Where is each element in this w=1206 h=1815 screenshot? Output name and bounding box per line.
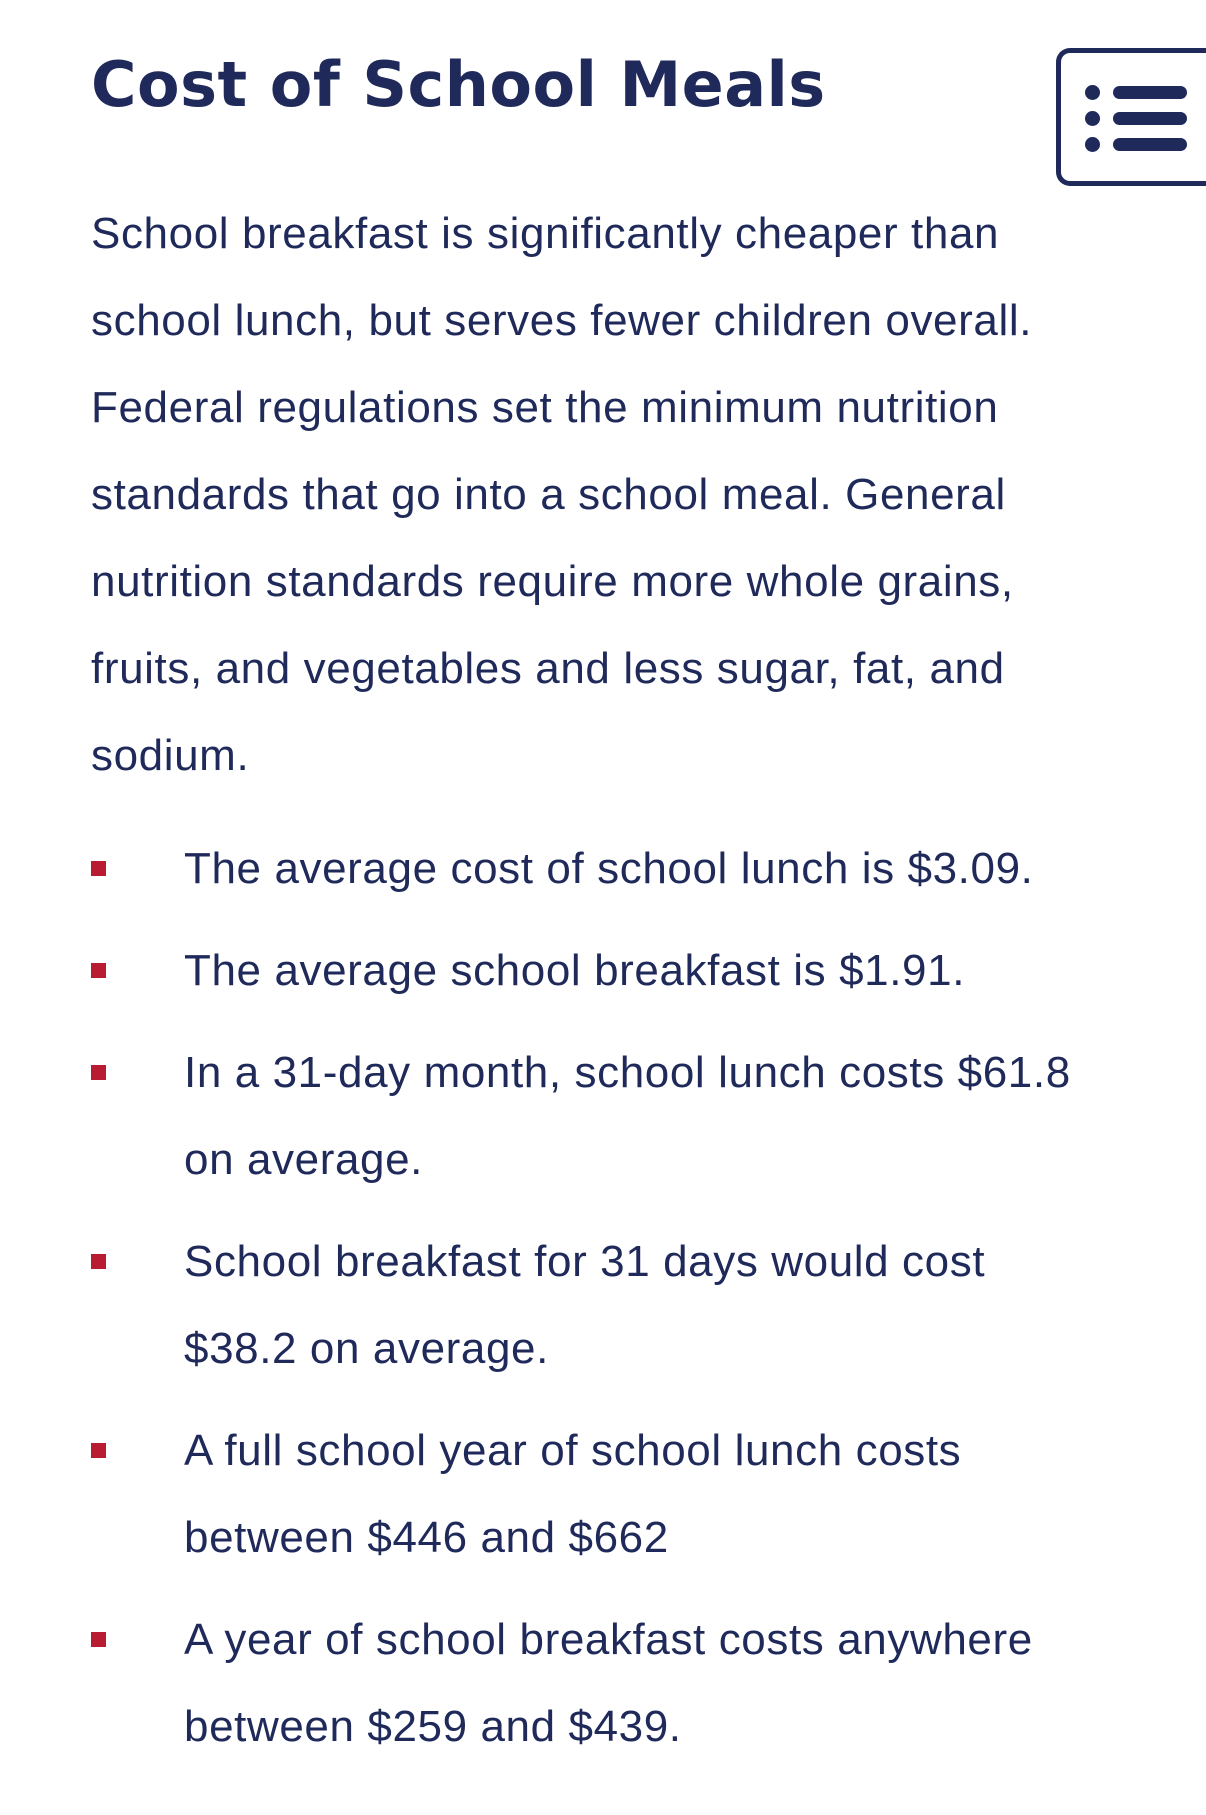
square-bullet-icon bbox=[91, 963, 106, 978]
list-item-text: The average cost of school lunch is $3.09. bbox=[184, 844, 1034, 893]
square-bullet-icon bbox=[91, 861, 106, 876]
cost-list bbox=[91, 825, 1101, 1770]
list-item-text: A year of school breakfast costs anywhere between $259 and $439. bbox=[184, 1615, 1033, 1751]
section-title: Cost of School Meals bbox=[91, 48, 826, 121]
list-item-text: School breakfast for 31 days would cost $38.2 on average. bbox=[184, 1237, 986, 1373]
list-item bbox=[91, 825, 1101, 912]
square-bullet-icon bbox=[91, 1065, 106, 1080]
list-item bbox=[91, 1218, 1101, 1392]
list-item-text: The average school breakfast is $1.91. bbox=[184, 946, 966, 995]
list-item-text: A full school year of school lunch costs between $446 and $662 bbox=[184, 1426, 962, 1562]
square-bullet-icon bbox=[91, 1254, 106, 1269]
list-item bbox=[91, 1029, 1101, 1203]
list-item-text: In a 31-day month, school lunch costs $61.8 on average. bbox=[184, 1048, 1071, 1184]
table-of-contents-button[interactable] bbox=[1056, 48, 1206, 186]
list-item bbox=[91, 927, 1101, 1014]
list-item bbox=[91, 1407, 1101, 1581]
article-section bbox=[91, 40, 1091, 1785]
intro-paragraph: School breakfast is significantly cheaper than school lunch, but serves fewer children overall. Federal regulations set the minimum nutrition standards that go into a school meal. General nutrition standards require more whole grains, fruits, and vegetables and less sugar, fat, and sodium. bbox=[91, 209, 1033, 780]
square-bullet-icon bbox=[91, 1632, 106, 1647]
square-bullet-icon bbox=[91, 1443, 106, 1458]
list-item bbox=[91, 1596, 1101, 1770]
